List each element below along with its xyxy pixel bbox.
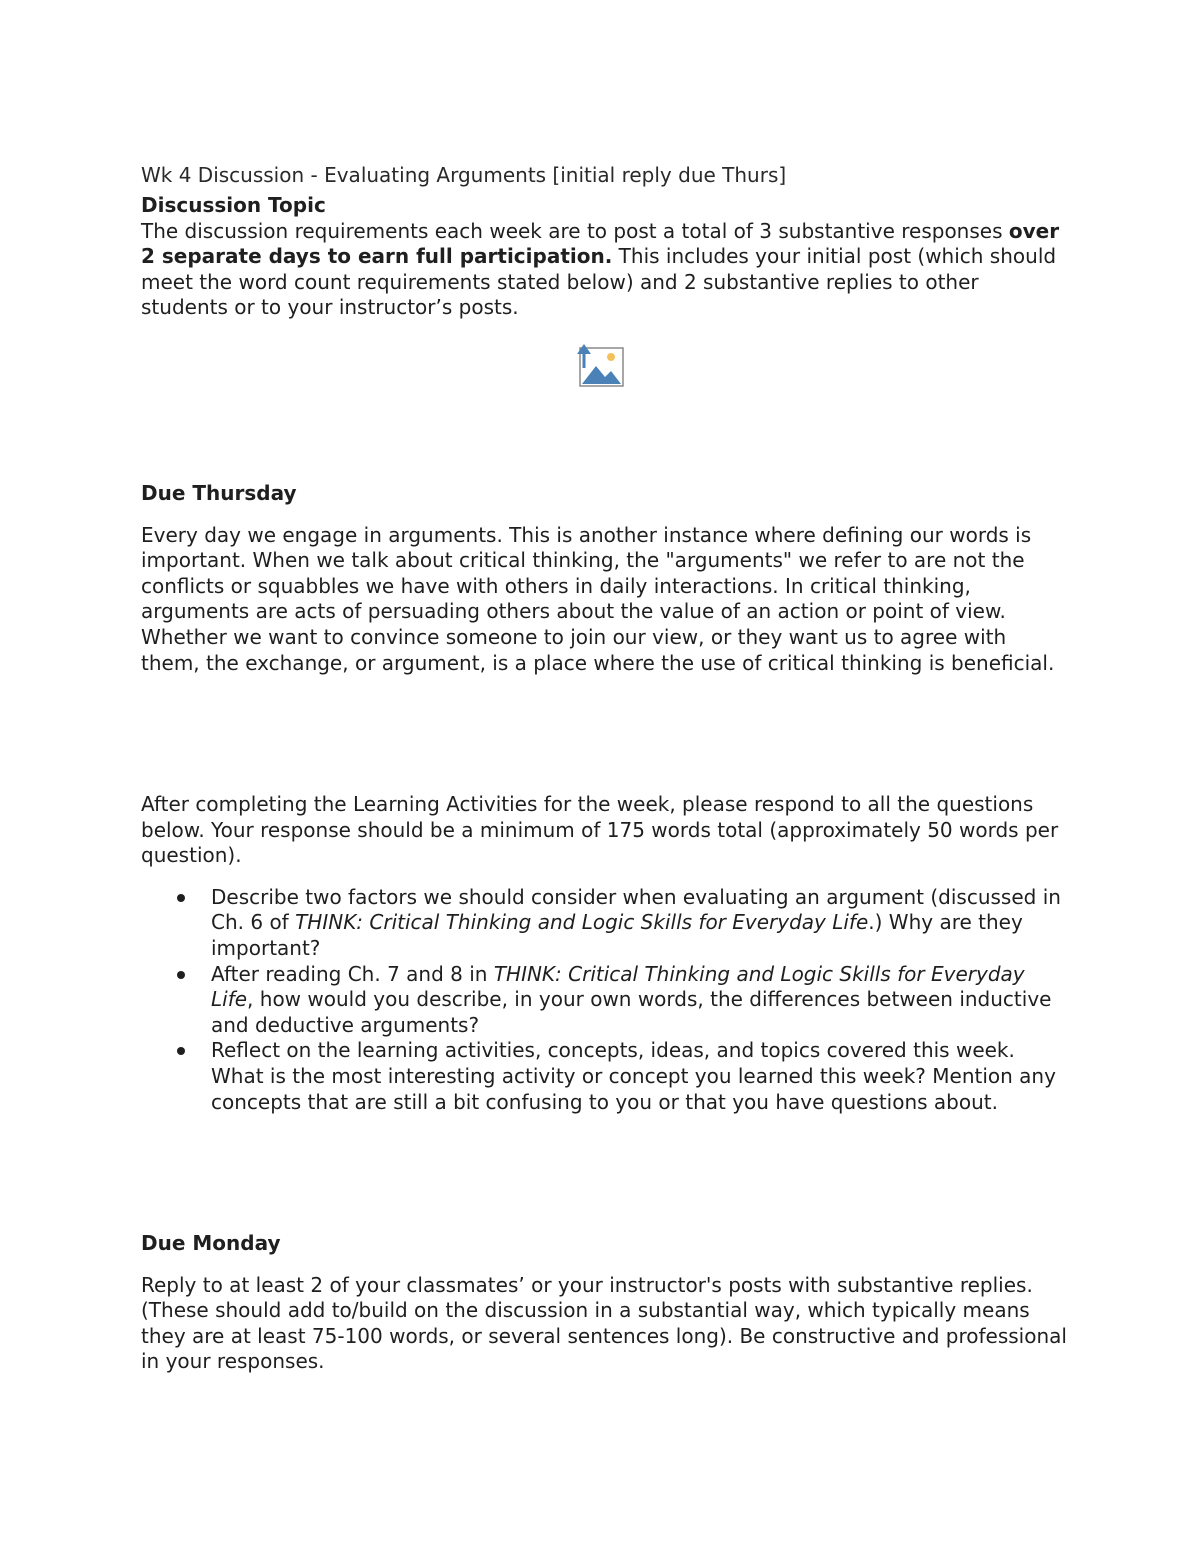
book-title: THINK: Critical Thinking and Logic Skills for Everyday Life [211,961,1025,1012]
due-monday-section [141,1231,1071,1375]
q1-text: Describe two factors we should consider when evaluating an argument (discussed in Ch. 6 of [211,884,1061,935]
q2-text-end: , how would you describe, in your own words, the differences between inductive and deductive arguments? [211,987,1052,1037]
list-item [141,885,1071,962]
discussion-topic-section [141,193,1071,321]
thursday-paragraph: Every day we engage in arguments. This is another instance where defining our words is important. When we talk about critical thinking, the "arguments" we refer to are not the conflicts or squabbles we have with others in daily interactions. In critical thinking, arguments are acts of persuading others about the value of an action or point of view. Whether we want to convince someone to join our view, or they want us to agree with them, the exchange, or argument, is a place where the use of critical thinking is beneficial. [141,522,1055,675]
instructions-section [141,792,1071,1115]
due-thursday-heading: Due Thursday [141,481,297,505]
q2-text: After reading Ch. 7 and 8 in [211,961,494,986]
topic-text-end: This includes your initial post (which should meet the word count requirements stated below) and 2 substantive replies to other students or to your instructor’s posts. [141,244,1057,320]
book-title: THINK: Critical Thinking and Logic Skills for Everyday Life [295,910,869,935]
due-thursday-section [141,481,1071,676]
instructions-paragraph: After completing the Learning Activities for the week, please respond to all the questions below. Your response should be a minimum of 175 words total (approximately 50 words per question). [141,792,1059,868]
topic-text-bold: over 2 separate days to earn full participation. [141,218,1060,269]
image-upload-icon [574,342,626,390]
list-item [141,1038,1071,1115]
bullet-icon [177,1047,185,1055]
q3-text: Reflect on the learning activities, concepts, ideas, and topics covered this week. What is the most interesting activity or concept you learned this week? Mention any concepts that are still a bit confusing to you or that you have questions about. [211,1038,1056,1114]
monday-paragraph: Reply to at least 2 of your classmates’ or your instructor's posts with substantive replies. (These should add to/build on the discussion in a substantial way, which typically means they are at least 75-100 words, or several sentences long). Be constructive and professional in your responses. [141,1272,1067,1374]
list-item [141,962,1071,1039]
discussion-topic-text [141,219,1071,321]
discussion-topic-heading: Discussion Topic [141,193,326,217]
bullet-icon [177,894,185,902]
q1-text-end: .) Why are they important? [211,910,1023,960]
due-monday-heading: Due Monday [141,1231,281,1255]
bullet-icon [177,971,185,979]
question-list [141,885,1071,1115]
topic-text-start: The discussion requirements each week are to post a total of 3 substantive responses [141,218,1009,243]
page-title: Wk 4 Discussion - Evaluating Arguments [initial reply due Thurs] [141,163,787,187]
